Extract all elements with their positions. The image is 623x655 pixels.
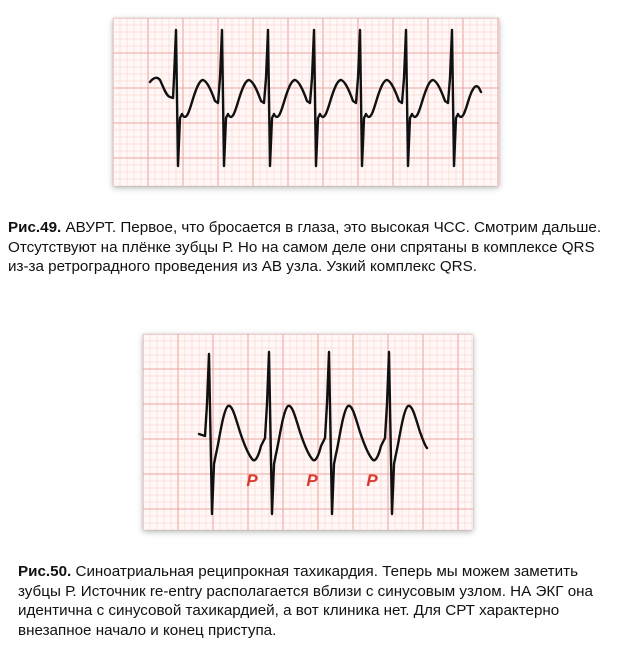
ecg-strip-avnrt bbox=[113, 18, 499, 186]
p-wave-label: P bbox=[246, 471, 258, 490]
figure-50-label: Рис.50. bbox=[18, 563, 72, 580]
p-wave-label: P bbox=[306, 471, 318, 490]
figure-49-text: АВУРТ. Первое, что бросается в глаза, это высокая ЧСС. Смотрим дальше. Отсутствуют на плёнке зубцы Р. Но на самом деле они спрятаны в комплексе QRS из-за ретроградного проведения из АВ узла. Узкий комплекс QRS. bbox=[8, 219, 602, 275]
ecg-grid bbox=[113, 18, 499, 186]
figure-49-caption bbox=[8, 218, 618, 277]
p-wave-label: P bbox=[366, 471, 378, 490]
ecg-strip-snrt bbox=[143, 334, 473, 530]
ecg-svg-snrt bbox=[143, 334, 473, 530]
figure-50-text: Синоатриальная реципрокная тахикардия. Теперь мы можем заметить зубцы Р. Источник re-entry располагается вблизи с синусовым узлом. НА ЭКГ она идентична с синусовой тахикардией, а вот клиника нет. Для СРТ характерно внезапное начало и конец приступа. bbox=[18, 563, 593, 639]
figure-50-caption bbox=[18, 562, 618, 640]
ecg-grid bbox=[143, 334, 473, 530]
figure-49-label: Рис.49. bbox=[8, 219, 62, 236]
ecg-svg-avnrt bbox=[113, 18, 499, 186]
ecg-trace bbox=[150, 30, 481, 166]
